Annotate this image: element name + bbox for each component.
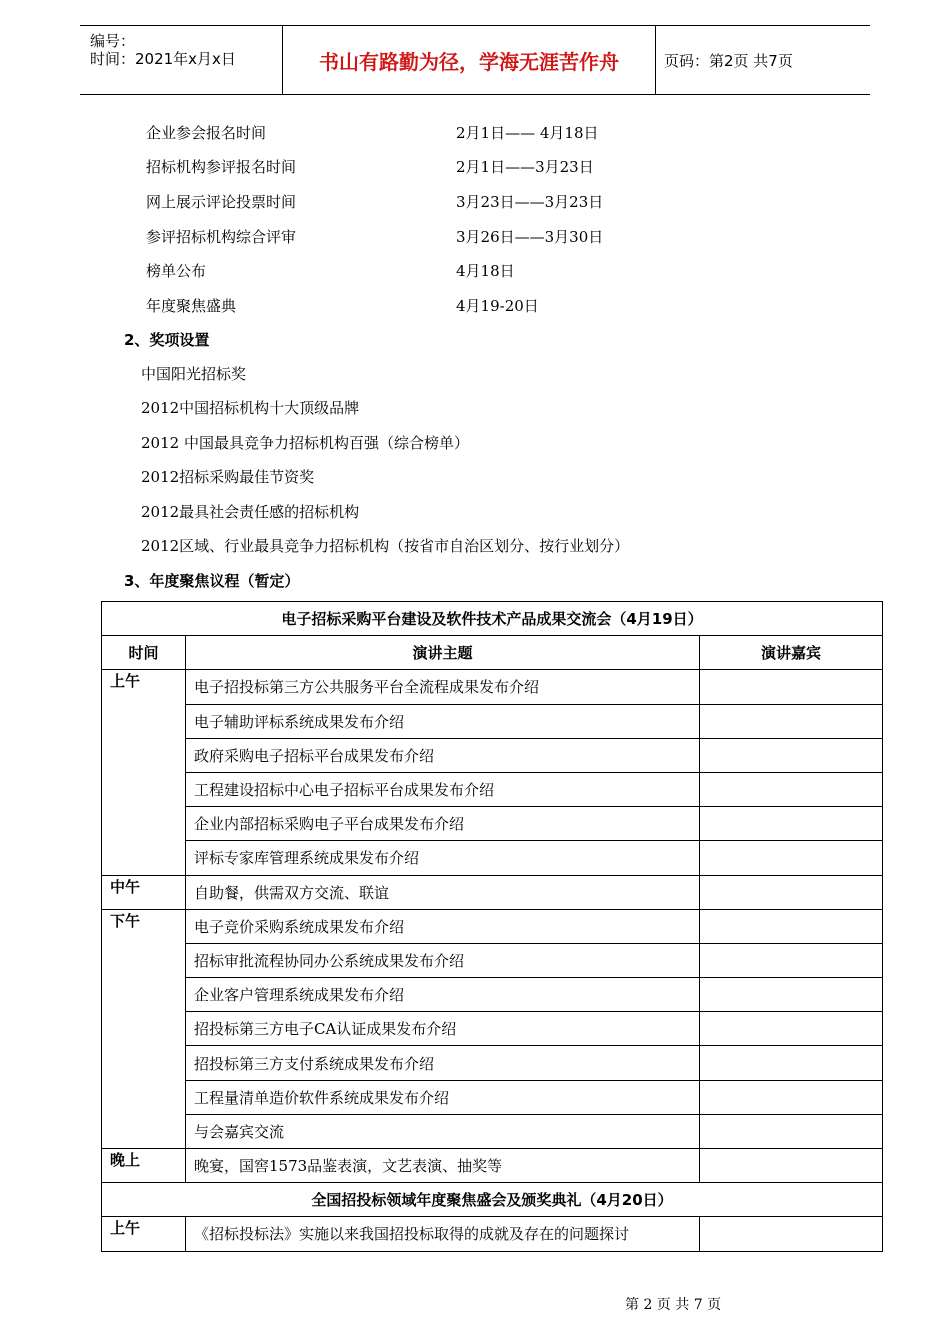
session-morning: 上午 (102, 670, 186, 875)
session-noon: 中午 (102, 875, 186, 909)
table-row (102, 738, 883, 772)
table-row (102, 704, 883, 738)
speaker-cell (700, 1046, 883, 1080)
schedule-list (146, 115, 603, 323)
speaker-cell (700, 807, 883, 841)
speaker-cell (700, 704, 883, 738)
award-item: 2012 中国最具竞争力招标机构百强（综合榜单） (141, 433, 469, 452)
schedule-date: 4月19-20日 (456, 296, 539, 315)
table-title-row (102, 602, 883, 636)
page-footer: 第 2 页 共 7 页 (625, 1297, 722, 1313)
table-row (102, 1080, 883, 1114)
topic-cell: 电子竞价采购系统成果发布介绍 (186, 909, 700, 943)
award-item: 2012中国招标机构十大顶级品牌 (141, 399, 360, 418)
table-row (102, 1217, 883, 1251)
speaker-cell (700, 1012, 883, 1046)
topic-cell: 企业客户管理系统成果发布介绍 (186, 978, 700, 1012)
table-row (102, 1114, 883, 1148)
header-time: 时间：2021年x月x日 (90, 50, 236, 68)
schedule-date: 2月1日—— 4月18日 (456, 123, 599, 142)
schedule-date: 3月23日——3月23日 (456, 192, 604, 211)
table-row (102, 772, 883, 806)
award-item: 2012最具社会责任感的招标机构 (141, 502, 360, 521)
schedule-row (146, 184, 603, 219)
speaker-cell (700, 1080, 883, 1114)
schedule-date: 4月18日 (456, 262, 515, 281)
table-row (102, 670, 883, 704)
table-row (102, 1149, 883, 1183)
speaker-cell (700, 909, 883, 943)
speaker-cell (700, 1114, 883, 1148)
schedule-item: 榜单公布 (146, 262, 207, 281)
header-page: 页码：第2页 共7页 (664, 51, 793, 70)
topic-cell: 政府采购电子招标平台成果发布介绍 (186, 738, 700, 772)
schedule-row (146, 219, 603, 254)
col-time: 时间 (102, 636, 186, 670)
topic-cell: 评标专家库管理系统成果发布介绍 (186, 841, 700, 875)
topic-cell: 招投标第三方支付系统成果发布介绍 (186, 1046, 700, 1080)
schedule-row (146, 253, 603, 288)
table-row (102, 909, 883, 943)
session-day2-morning: 上午 (102, 1217, 186, 1251)
award-item: 中国阳光招标奖 (141, 364, 247, 383)
topic-cell: 招标审批流程协同办公系统成果发布介绍 (186, 943, 700, 977)
header-motto: 书山有路勤为径，学海无涯苦作舟 (282, 26, 656, 94)
schedule-date: 3月26日——3月30日 (456, 227, 604, 246)
speaker-cell (700, 670, 883, 704)
agenda-table (101, 601, 883, 1252)
topic-cell: 电子招投标第三方公共服务平台全流程成果发布介绍 (186, 670, 700, 704)
speaker-cell (700, 978, 883, 1012)
topic-cell: 招投标第三方电子CA认证成果发布介绍 (186, 1012, 700, 1046)
speaker-cell (700, 738, 883, 772)
section-heading-awards: 2、奖项设置 (124, 331, 210, 349)
table-title-row (102, 1183, 883, 1217)
topic-cell: 《招标投标法》实施以来我国招投标取得的成就及存在的问题探讨 (186, 1217, 700, 1251)
speaker-cell (700, 1217, 883, 1251)
topic-cell: 企业内部招标采购电子平台成果发布介绍 (186, 807, 700, 841)
table-row (102, 1012, 883, 1046)
page-header (80, 25, 870, 95)
table-row (102, 841, 883, 875)
schedule-item: 招标机构参评报名时间 (146, 158, 297, 177)
schedule-row (146, 288, 603, 323)
awards-list (141, 356, 629, 563)
table-header-row (102, 636, 883, 670)
speaker-cell (700, 841, 883, 875)
table-row (102, 943, 883, 977)
schedule-item: 参评招标机构综合评审 (146, 227, 297, 246)
topic-cell: 电子辅助评标系统成果发布介绍 (186, 704, 700, 738)
award-item: 2012区域、行业最具竞争力招标机构（按省市自治区划分、按行业划分） (141, 537, 630, 556)
schedule-item: 网上展示评论投票时间 (146, 192, 297, 211)
day2-title: 全国招投标领域年度聚焦盛会及颁奖典礼（4月20日） (102, 1183, 883, 1217)
table-row (102, 1046, 883, 1080)
schedule-item: 年度聚焦盛典 (146, 296, 237, 315)
topic-cell: 晚宴，国窖1573品鉴表演，文艺表演、抽奖等 (186, 1149, 700, 1183)
speaker-cell (700, 943, 883, 977)
speaker-cell (700, 875, 883, 909)
award-item: 2012招标采购最佳节资奖 (141, 468, 315, 487)
session-evening: 晚上 (102, 1149, 186, 1183)
speaker-cell (700, 1149, 883, 1183)
col-topic: 演讲主题 (186, 636, 700, 670)
topic-cell: 工程量清单造价软件系统成果发布介绍 (186, 1080, 700, 1114)
schedule-item: 企业参会报名时间 (146, 123, 267, 142)
section-heading-agenda: 3、年度聚焦议程（暂定） (124, 572, 300, 590)
col-speaker: 演讲嘉宾 (700, 636, 883, 670)
day1-title: 电子招标采购平台建设及软件技术产品成果交流会（4月19日） (102, 602, 883, 636)
schedule-date: 2月1日——3月23日 (456, 158, 594, 177)
schedule-row (146, 150, 603, 185)
table-row (102, 875, 883, 909)
session-afternoon: 下午 (102, 909, 186, 1148)
speaker-cell (700, 772, 883, 806)
topic-cell: 与会嘉宾交流 (186, 1114, 700, 1148)
header-meta (80, 26, 282, 94)
header-number: 编号： (90, 32, 136, 50)
table-row (102, 807, 883, 841)
table-row (102, 978, 883, 1012)
topic-cell: 自助餐，供需双方交流、联谊 (186, 875, 700, 909)
topic-cell: 工程建设招标中心电子招标平台成果发布介绍 (186, 772, 700, 806)
schedule-row (146, 115, 603, 150)
